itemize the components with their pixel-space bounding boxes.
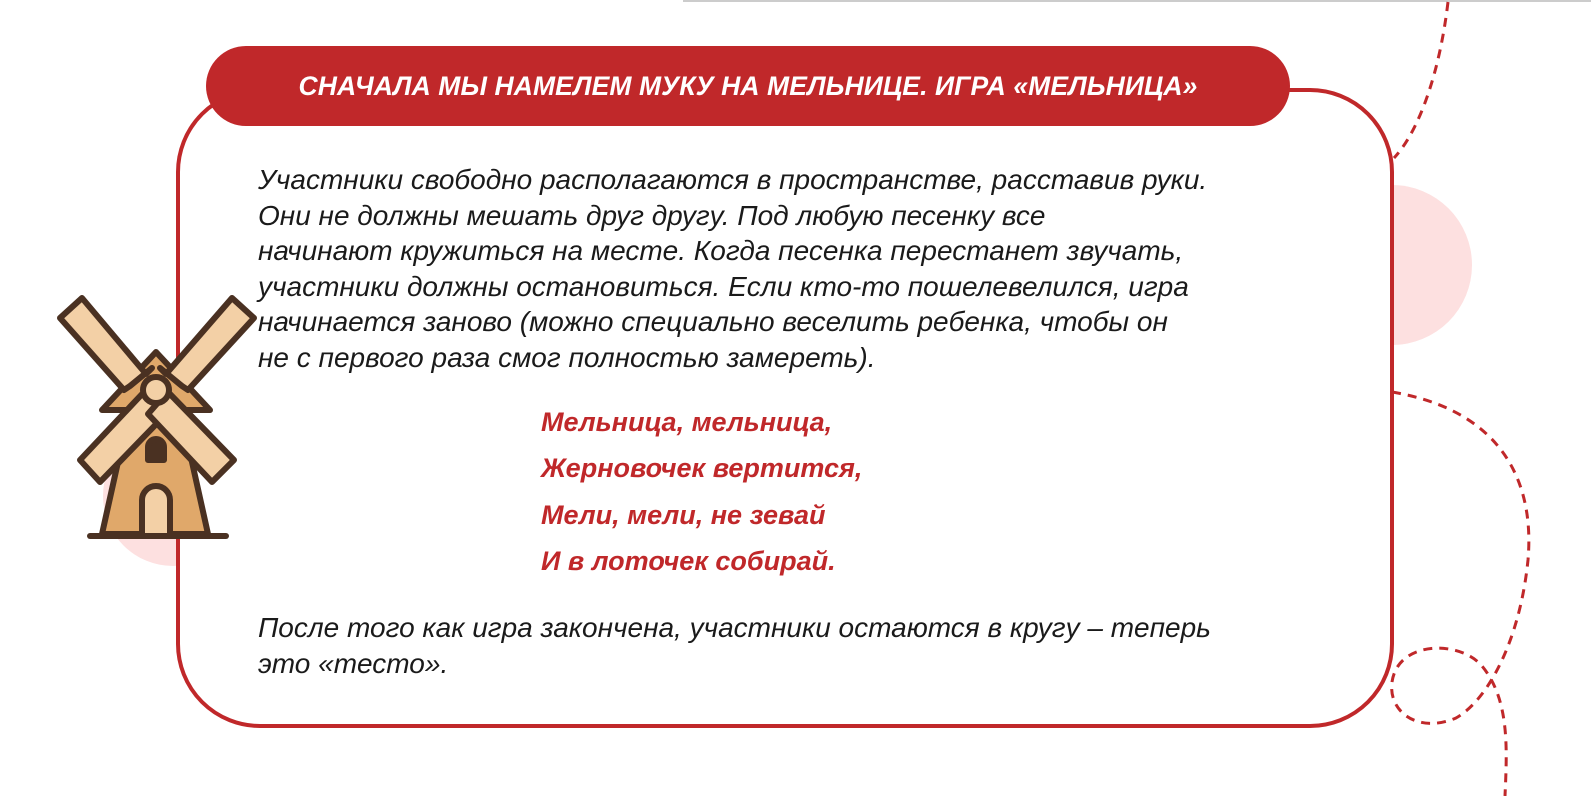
banner-title: СНАЧАЛА МЫ НАМЕЛЕМ МУКУ НА МЕЛЬНИЦЕ. ИГРА «МЕЛЬНИЦА» bbox=[298, 70, 1198, 101]
outro-paragraph bbox=[258, 610, 1328, 681]
poem-line: Жерновочек вертится, bbox=[541, 453, 863, 484]
poem-line: Мельница, мельница, bbox=[541, 407, 833, 437]
intro-line: участники должны остановиться. Если кто-то пошелевелился, игра bbox=[258, 270, 1189, 302]
outro-line: После того как игра закончена, участники остаются в кругу – теперь bbox=[258, 612, 1211, 643]
intro-paragraph bbox=[258, 162, 1328, 375]
poem-line: И в лоточек собирай. bbox=[541, 545, 836, 576]
poem-line: Мели, мели, не зевай bbox=[541, 499, 826, 530]
intro-line: начинается заново (можно специально веселить ребенка, чтобы он bbox=[258, 306, 1168, 337]
intro-line: не с первого раза смог полностью замереть). bbox=[258, 341, 876, 373]
poem-block bbox=[541, 404, 862, 589]
intro-line: начинают кружиться на месте. Когда песенка перестанет звучать, bbox=[258, 235, 1184, 266]
outro-line: это «тесто». bbox=[258, 647, 449, 679]
intro-line: Участники свободно располагаются в пространстве, расставив руки. bbox=[258, 164, 1208, 195]
intro-line: Они не должны мешать друг другу. Под любую песенку все bbox=[258, 199, 1046, 231]
